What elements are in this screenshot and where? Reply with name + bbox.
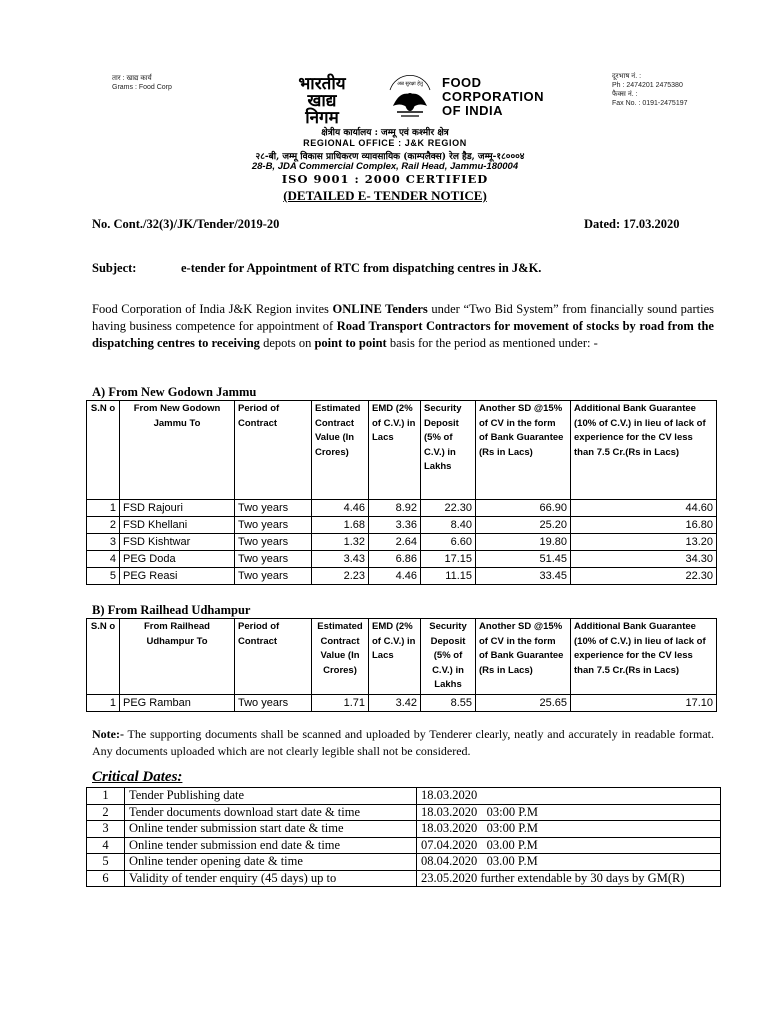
intro-bold-3: point to point [314, 336, 387, 350]
intro-paragraph [92, 301, 714, 352]
intro-text-2: under “Two Bid System” from financially sound parties having business competence for appointment of [92, 302, 714, 333]
cell-additional-bg: 22.30 [571, 568, 717, 585]
cell-security-deposit: 22.30 [421, 500, 476, 517]
cell-event: Validity of tender enquiry (45 days) up to [125, 870, 417, 887]
cell-event: Tender Publishing date [125, 788, 417, 805]
note-text: The supporting documents shall be scanned and uploaded by Tenderer clearly, neatly and accurately in readable format. Any documents uploaded which are not clearly legible shall not be considered. [92, 727, 714, 758]
cell-security-deposit: 11.15 [421, 568, 476, 585]
cell-another-sd: 51.45 [476, 551, 571, 568]
cell-estimated-value: 2.23 [312, 568, 369, 585]
note-paragraph [92, 726, 714, 760]
notice-title: (DETAILED E- TENDER NOTICE) [283, 188, 487, 203]
office-english: REGIONAL OFFICE : J&K REGION [303, 138, 467, 148]
cell-another-sd: 25.20 [476, 517, 571, 534]
intro-bold-2: Road Transport Contractors for movement of stocks by road from the dispatching centres to receiving [92, 319, 714, 350]
table-a-header-row [87, 401, 717, 500]
hindi-logo-line1: भारतीय [298, 74, 346, 94]
cell-sno: 4 [87, 837, 125, 854]
table-b-header-destination: From Railhead Udhampur To [120, 619, 235, 695]
table-a-header-period: Period of Contract [235, 401, 312, 500]
fci-name-line2: CORPORATION [442, 89, 545, 104]
intro-text-3: depots on [259, 336, 315, 350]
phone-hindi: दूरभाष नं. : [612, 73, 642, 80]
cell-emd: 3.36 [369, 517, 421, 534]
table-a-header-additional-bg: Additional Bank Guarantee (10% of C.V.) in lieu of lack of experience for the CV less than 7.5 Cr.(Rs in Lacs) [571, 401, 717, 500]
cell-sno: 2 [87, 517, 120, 534]
cell-estimated-value: 4.46 [312, 500, 369, 517]
address-english: 28-B, JDA Commercial Complex, Rail Head, Jammu-180004 [251, 161, 519, 172]
cell-date: 08.04.2020 03.00 P.M [417, 854, 721, 871]
fci-name-line1: FOOD [442, 75, 482, 90]
subject-label: Subject: [92, 261, 137, 275]
cell-date: 07.04.2020 03.00 P.M [417, 837, 721, 854]
table-a-header-destination: From New Godown Jammu To [120, 401, 235, 500]
fci-english-name [442, 76, 544, 118]
cell-period: Two years [235, 517, 312, 534]
table-a-header-sno: S.N o [87, 401, 120, 500]
cell-sno: 1 [87, 788, 125, 805]
cell-date: 18.03.2020 [417, 788, 721, 805]
cell-additional-bg: 13.20 [571, 534, 717, 551]
cell-additional-bg: 16.80 [571, 517, 717, 534]
cell-another-sd: 66.90 [476, 500, 571, 517]
hindi-logo-line2: खाद्य [307, 91, 337, 111]
cell-event: Online tender submission end date & time [125, 837, 417, 854]
table-row [87, 821, 721, 838]
table-row [87, 854, 721, 871]
cell-sno: 3 [87, 534, 120, 551]
cell-destination: FSD Kishtwar [120, 534, 235, 551]
table-row [87, 568, 717, 585]
emblem-motto: अन्न सुरक्षा हेतु [397, 81, 423, 87]
cell-event: Online tender opening date & time [125, 854, 417, 871]
cell-additional-bg: 34.30 [571, 551, 717, 568]
fci-name-line3: OF INDIA [442, 103, 504, 118]
cell-date: 18.03.2020 03:00 P.M [417, 821, 721, 838]
table-b [86, 618, 717, 712]
cell-sno: 2 [87, 804, 125, 821]
table-a-header-emd: EMD (2% of C.V.) in Lacs [369, 401, 421, 500]
table-row [87, 551, 717, 568]
intro-bold-1: ONLINE Tenders [332, 302, 428, 316]
table-row [87, 694, 717, 711]
cell-emd: 4.46 [369, 568, 421, 585]
critical-dates-title: Critical Dates: [92, 769, 183, 785]
table-row [87, 804, 721, 821]
cell-security-deposit: 6.60 [421, 534, 476, 551]
cell-period: Two years [235, 568, 312, 585]
cell-emd: 6.86 [369, 551, 421, 568]
hindi-logo-line3: निगम [305, 108, 339, 128]
office-hindi: क्षेत्रीय कार्यालय : जम्मू एवं कश्मीर क्षेत्र [321, 128, 449, 138]
cell-another-sd: 19.80 [476, 534, 571, 551]
cell-security-deposit: 8.55 [421, 694, 476, 711]
cell-estimated-value: 3.43 [312, 551, 369, 568]
table-a [86, 400, 717, 585]
cell-period: Two years [235, 694, 312, 711]
cell-sno: 3 [87, 821, 125, 838]
cell-sno: 1 [87, 500, 120, 517]
table-b-header-estimated-value: Estimated Contract Value (In Crores) [312, 619, 369, 695]
table-b-header-row [87, 619, 717, 695]
table-b-header-sno: S.N o [87, 619, 120, 695]
hindi-logo-name [262, 76, 382, 127]
grams-hindi: तार : खाद्य कार्य [112, 75, 152, 82]
cell-security-deposit: 8.40 [421, 517, 476, 534]
phone-number: Ph : 2474201 2475380 [612, 82, 683, 89]
fax-number: Fax No. : 0191-2475197 [612, 100, 688, 107]
cell-another-sd: 25.65 [476, 694, 571, 711]
reference-date: Dated: 17.03.2020 [584, 217, 680, 231]
table-b-header-another-sd: Another SD @15% of CV in the form of Bank Guarantee (Rs in Lacs) [476, 619, 571, 695]
table-a-header-estimated-value: Estimated Contract Value (In Crores) [312, 401, 369, 500]
cell-destination: FSD Khellani [120, 517, 235, 534]
cell-sno: 4 [87, 551, 120, 568]
cell-emd: 2.64 [369, 534, 421, 551]
fci-emblem-icon [384, 72, 436, 124]
cell-destination: FSD Rajouri [120, 500, 235, 517]
cell-estimated-value: 1.71 [312, 694, 369, 711]
reference-number: No. Cont./32(3)/JK/Tender/2019-20 [92, 217, 280, 231]
cell-sno: 5 [87, 854, 125, 871]
grams-label: Grams : Food Corp [112, 84, 172, 91]
cell-period: Two years [235, 500, 312, 517]
cell-event: Tender documents download start date & time [125, 804, 417, 821]
cell-sno: 1 [87, 694, 120, 711]
subject-text: e-tender for Appointment of RTC from dispatching centres in J&K. [181, 261, 542, 275]
cell-estimated-value: 1.68 [312, 517, 369, 534]
cell-date: 23.05.2020 further extendable by 30 days by GM(R) [417, 870, 721, 887]
table-row [87, 870, 721, 887]
cell-additional-bg: 17.10 [571, 694, 717, 711]
table-a-header-another-sd: Another SD @15% of CV in the form of Bank Guarantee (Rs in Lacs) [476, 401, 571, 500]
intro-text-1: Food Corporation of India J&K Region invites [92, 302, 333, 316]
cell-security-deposit: 17.15 [421, 551, 476, 568]
cell-sno: 5 [87, 568, 120, 585]
table-b-header-emd: EMD (2% of C.V.) in Lacs [369, 619, 421, 695]
note-label: Note:- [92, 727, 124, 741]
cell-period: Two years [235, 551, 312, 568]
cell-estimated-value: 1.32 [312, 534, 369, 551]
critical-dates-table [86, 787, 721, 887]
cell-period: Two years [235, 534, 312, 551]
table-b-title: B) From Railhead Udhampur [92, 603, 251, 617]
cell-destination: PEG Reasi [120, 568, 235, 585]
iso-certification: ISO 9001 : 2000 CERTIFIED [281, 172, 489, 186]
cell-additional-bg: 44.60 [571, 500, 717, 517]
cell-event: Online tender submission start date & time [125, 821, 417, 838]
fax-hindi: फैक्स नं. : [612, 91, 638, 98]
table-a-header-security-deposit: Security Deposit (5% of C.V.) in Lakhs [421, 401, 476, 500]
table-row [87, 517, 717, 534]
table-row [87, 500, 717, 517]
cell-sno: 6 [87, 870, 125, 887]
cell-emd: 8.92 [369, 500, 421, 517]
table-row [87, 788, 721, 805]
intro-text-4: basis for the period as mentioned under: - [386, 336, 598, 350]
cell-destination: PEG Doda [120, 551, 235, 568]
table-b-header-additional-bg: Additional Bank Guarantee (10% of C.V.) in lieu of lack of experience for the CV less than 7.5 Cr.(Rs in Lacs) [571, 619, 717, 695]
cell-another-sd: 33.45 [476, 568, 571, 585]
table-row [87, 534, 717, 551]
cell-destination: PEG Ramban [120, 694, 235, 711]
table-b-header-period: Period of Contract [235, 619, 312, 695]
table-a-title: A) From New Godown Jammu [92, 385, 257, 399]
cell-emd: 3.42 [369, 694, 421, 711]
address-hindi: २८-बी, जम्मू विकास प्राधिकरण व्यावसायिक (काम्पलैक्स) रेल हैड, जम्मू-१८०००४ [255, 152, 525, 162]
table-b-header-security-deposit: Security Deposit (5% of C.V.) in Lakhs [421, 619, 476, 695]
cell-date: 18.03.2020 03:00 P.M [417, 804, 721, 821]
table-row [87, 837, 721, 854]
